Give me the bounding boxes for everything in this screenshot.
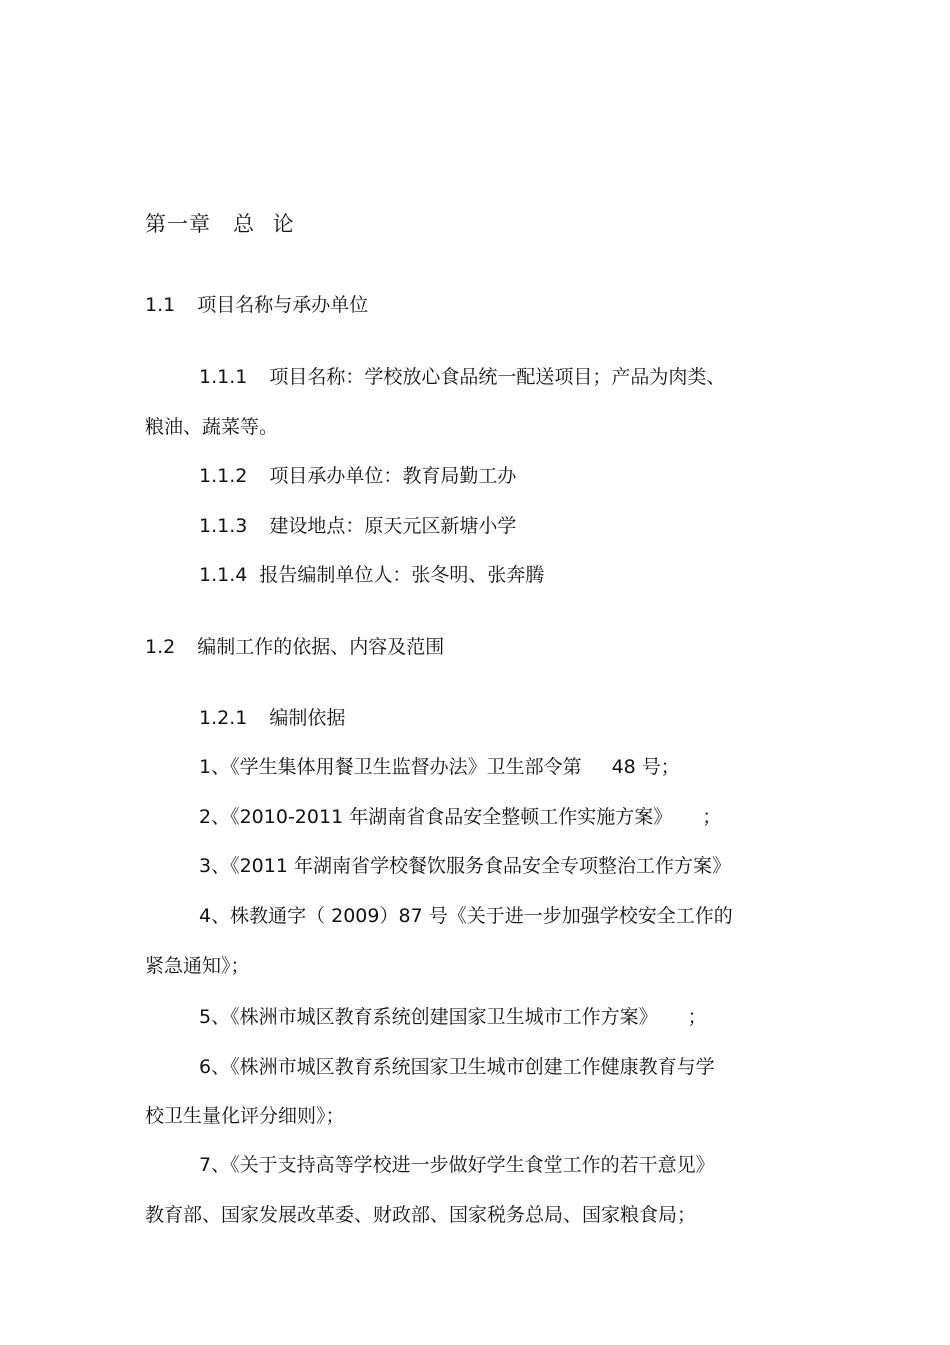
basis-item-6-continued <box>145 1104 805 1128</box>
item-1-1-1 <box>199 365 799 389</box>
section-title: 编制工作的依据、内容及范围 <box>197 636 445 658</box>
section-title: 项目名称与承办单位 <box>197 294 369 316</box>
item-1-1-2 <box>199 464 799 488</box>
basis-item-4-continued <box>145 954 805 978</box>
item-number: 1.2.1 <box>199 707 248 729</box>
basis-text-tail: ； <box>702 806 722 828</box>
section-number: 1.1 <box>145 294 176 316</box>
section-number: 1.2 <box>145 636 176 658</box>
basis-text: 2、《2010-2011 年湖南省食品安全整顿工作实施方案》 <box>199 806 673 828</box>
basis-text: 4、株教通字（ 2009）87 号《关于进一步加强学校安全工作的 <box>199 905 733 927</box>
basis-text: 7、《关于支持高等学校进一步做好学生食堂工作的若干意见》 <box>199 1154 715 1176</box>
basis-text-tail: ； <box>687 1006 707 1028</box>
subsection-1-2-1-heading <box>199 706 799 730</box>
item-number: 1.1.4 <box>199 564 248 586</box>
basis-text: 3、《2011 年湖南省学校餐饮服务食品安全专项整治工作方案》 <box>199 855 731 877</box>
item-text: 建设地点：原天元区新塘小学 <box>269 515 517 537</box>
item-text: 项目名称：学校放心食品统一配送项目；产品为肉类、 <box>269 366 726 388</box>
item-1-1-1-continued <box>145 415 805 439</box>
basis-text-tail: 48 号； <box>611 756 680 778</box>
basis-item-7-continued <box>145 1203 805 1227</box>
section-1-1-heading <box>145 293 805 317</box>
basis-item-3 <box>199 854 799 878</box>
item-1-1-4 <box>199 563 799 587</box>
item-1-1-3 <box>199 514 799 538</box>
item-number: 1.1.1 <box>199 366 248 388</box>
basis-item-7 <box>199 1153 799 1177</box>
basis-item-2 <box>199 805 799 829</box>
basis-item-1 <box>199 755 799 779</box>
chapter-number: 第一章 <box>145 212 211 236</box>
basis-text: 校卫生量化评分细则》； <box>145 1105 345 1127</box>
item-number: 1.1.2 <box>199 465 248 487</box>
chapter-title: 总 论 <box>233 212 300 236</box>
basis-item-6 <box>199 1055 799 1079</box>
basis-text: 6、《株洲市城区教育系统国家卫生城市创建工作健康教育与学 <box>199 1056 715 1078</box>
basis-text: 紧急通知》； <box>145 955 250 977</box>
item-number: 1.1.3 <box>199 515 248 537</box>
item-text: 报告编制单位人：张冬明、张奔腾 <box>259 564 545 586</box>
item-text: 编制依据 <box>269 707 346 729</box>
basis-text: 教育部、国家发展改革委、财政部、国家税务总局、国家粮食局； <box>145 1204 697 1226</box>
section-1-2-heading <box>145 635 805 659</box>
basis-text: 1、《学生集体用餐卫生监督办法》卫生部令第 <box>199 756 582 778</box>
basis-item-5 <box>199 1005 799 1029</box>
item-text: 项目承办单位：教育局勤工办 <box>269 465 517 487</box>
basis-item-4 <box>199 904 799 928</box>
basis-text: 5、《株洲市城区教育系统创建国家卫生城市工作方案》 <box>199 1006 658 1028</box>
chapter-heading <box>145 212 805 236</box>
item-text: 粮油、蔬菜等。 <box>145 416 279 438</box>
